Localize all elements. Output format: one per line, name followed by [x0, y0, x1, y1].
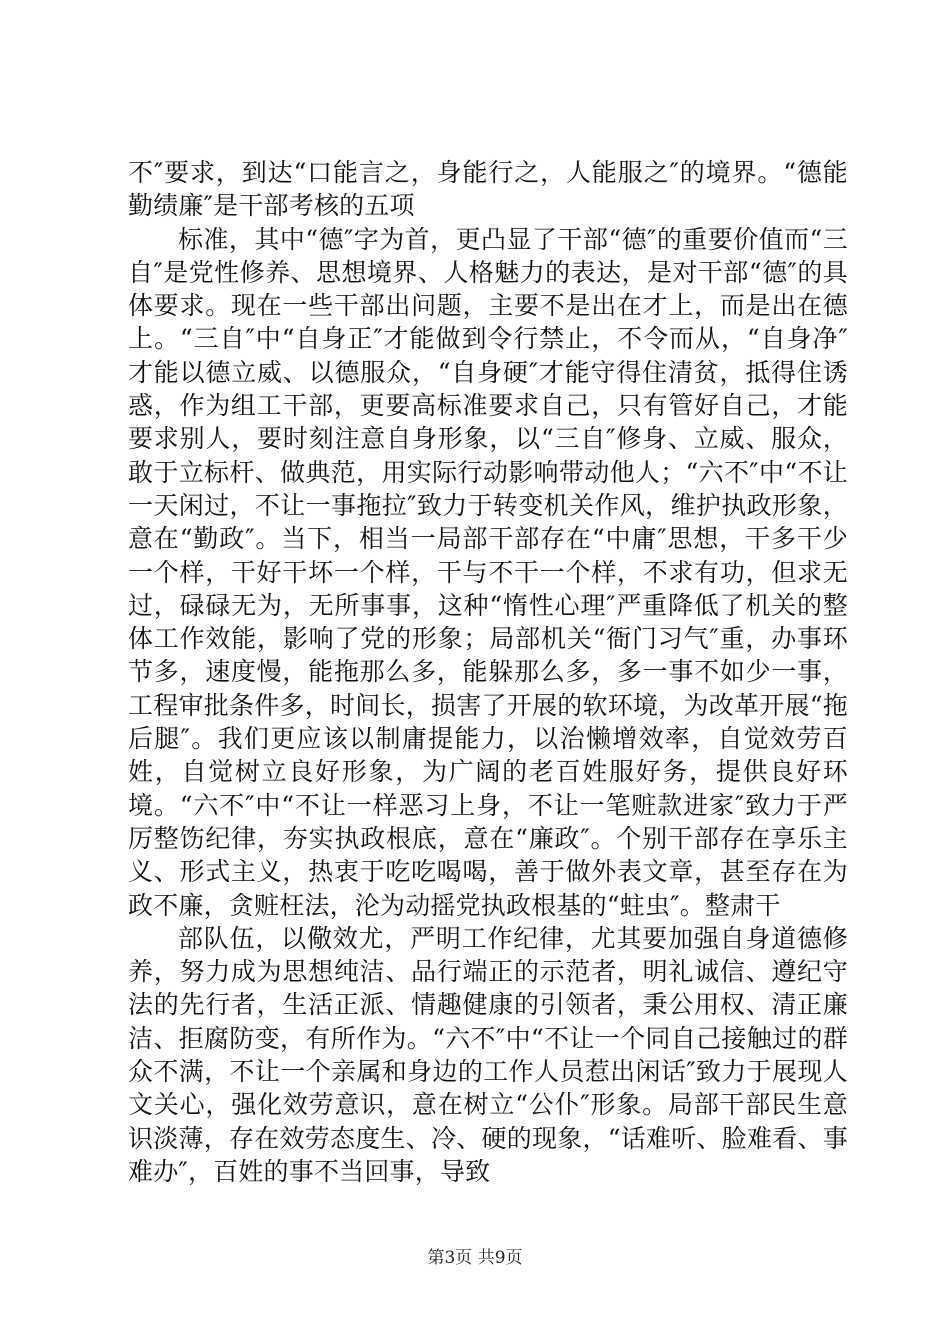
- paragraph-2: 标准，其中“德″字为首，更凸显了干部“德″的重要价值而“三自″是党性修养、思想境界、人格魅力的表达，是对干部“德″的具体要求。现在一些干部出问题，主要不是出在才上，而是出在德上。“三自″中“自身正″才能做到令行禁止，不令而从，“自身净″才能以德立威、以德服众，“自身硬″才能守得住清贫，抵得住诱惑，作为组工干部，更要高标准要求自己，只有管好自己，才能要求别人，要时刻注意自身形象，以“三自″修身、立威、服众，敢于立标杆、做典范，用实际行动影响带动他人；“六不″中“不让一天闲过，不让一事拖拉″致力于转变机关作风，维护执政形象，意在“勤政″。当下，相当一局部干部存在“中庸″思想，干多干少一个样，干好干坏一个样，干与不干一个样，不求有功，但求无过，碌碌无为，无所事事，这种“惰性心理″严重降低了机关的整体工作效能，影响了党的形象；局部机关“衙门习气″重，办事环节多，速度慢，能拖那么多，能躲那么多，多一事不如少一事，工程审批条件多，时间长，损害了开展的软环境，为改革开展“拖后腿″。我们更应该以制庸提能力，以治懒增效率，自觉效劳百姓，自觉树立良好形象，为广阔的老百姓服好务，提供良好环境。“六不″中“不让一样恶习上身，不让一笔赃款进家″致力于严厉整饬纪律，夯实执政根底，意在“廉政″。个别干部存在享乐主义、形式主义，热衷于吃吃喝喝，善于做外表文章，甚至存在为政不廉，贪赃枉法，沦为动摇党执政根基的“蛀虫″。整肃干: [128, 224, 848, 920]
- body-text: [128, 156, 848, 1188]
- paragraph-3: 部队伍，以儆效尤，严明工作纪律，尤其要加强自身道德修养，努力成为思想纯洁、品行端正的示范者，明礼诚信、遵纪守法的先行者，生活正派、情趣健康的引领者，秉公用权、清正廉洁、拒腐防变，有所作为。“六不″中“不让一个同自己接触过的群众不满，不让一个亲属和身边的工作人员惹出闲话″致力于展现人文关心，强化效劳意识，意在树立“公仆″形象。局部干部民生意识淡薄，存在效劳态度生、冷、硬的现象，“话难听、脸难看、事难办″，百姓的事不当回事，导致: [128, 923, 848, 1186]
- page-number-footer: 第3页 共9页: [427, 1248, 523, 1268]
- paragraph-1: 不″要求，到达“口能言之，身能行之，人能服之″的境界。“德能勤绩廉″是干部考核的五项: [128, 158, 848, 221]
